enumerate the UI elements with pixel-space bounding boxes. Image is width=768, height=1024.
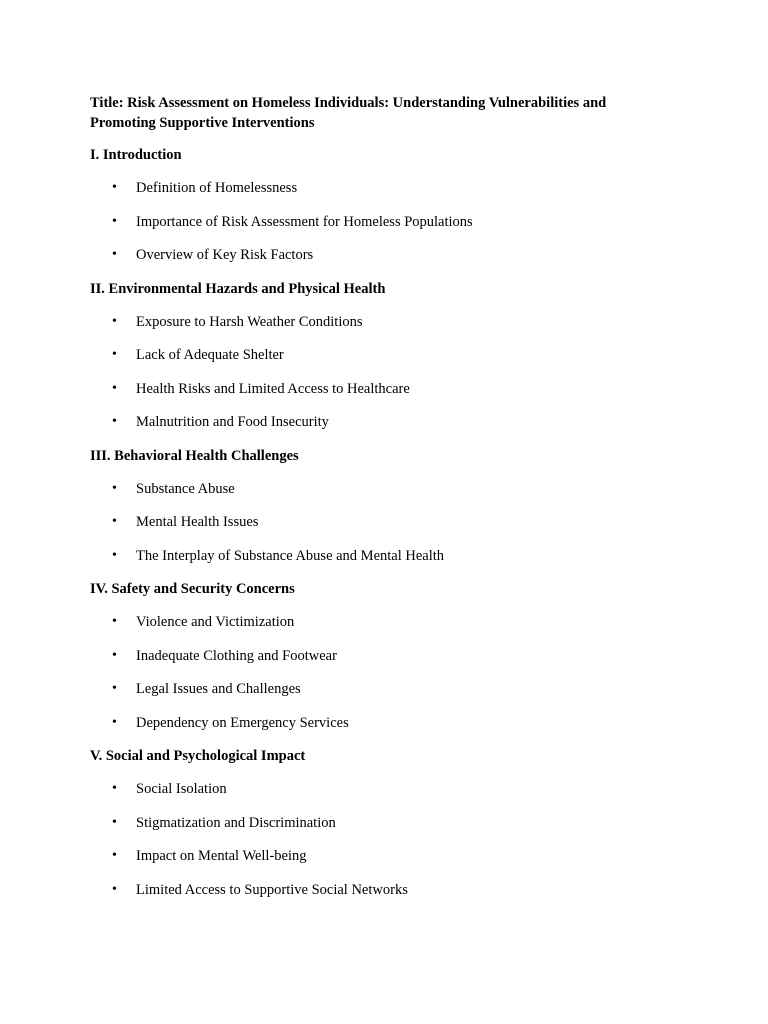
bullet-icon: • [112,547,117,563]
bullet-icon: • [112,681,117,696]
list-item-text: Legal Issues and Challenges [136,681,301,697]
list-item-text: Stigmatization and Discrimination [136,814,336,831]
list-item [90,345,650,365]
bullet-icon: • [112,247,117,262]
section-heading: I. Introduction [90,147,182,163]
list-item [90,245,650,265]
section-heading: III. Behavioral Health Challenges [90,447,299,464]
list-item [90,679,650,699]
document-sections [90,145,650,900]
list-item-text: Dependency on Emergency Services [136,714,349,731]
bullet-icon: • [112,781,117,796]
bullet-icon: • [112,848,117,863]
list-item-text: Health Risks and Limited Access to Healthcare [136,380,410,397]
list-item [90,612,650,632]
document-content [90,93,650,913]
list-item-text: Substance Abuse [136,480,235,497]
list-item [90,512,650,532]
bullet-icon: • [112,514,117,529]
list-item-text: Impact on Mental Well-being [136,848,307,864]
list-item [90,713,650,733]
bullet-icon: • [112,714,117,730]
bullet-icon: • [112,480,117,496]
bullet-icon: • [112,213,117,229]
section-heading: V. Social and Psychological Impact [90,748,306,764]
bullet-icon: • [112,180,117,195]
list-item-text: The Interplay of Substance Abuse and Mental Health [136,547,445,564]
list-item [90,846,650,866]
bullet-icon: • [112,347,117,362]
list-item [90,312,650,332]
list-item [90,379,650,399]
bullet-list [90,312,650,433]
list-item-text: Overview of Key Risk Factors [136,247,314,263]
bullet-icon: • [112,313,117,329]
list-item-text: Social Isolation [136,781,227,797]
section-heading: IV. Safety and Security Concerns [90,581,295,597]
list-item [90,646,650,666]
bullet-icon: • [112,814,117,830]
list-item-text: Inadequate Clothing and Footwear [136,647,337,664]
bullet-list [90,779,650,900]
list-item-text: Violence and Victimization [136,614,295,630]
section-heading: II. Environmental Hazards and Physical Health [90,280,386,297]
list-item-text: Limited Access to Supportive Social Networks [136,881,408,898]
document-title: Title: Risk Assessment on Homeless Individuals: Understanding Vulnerabilities and Promoting Supportive Interventions [90,95,607,131]
list-item-text: Importance of Risk Assessment for Homeless Populations [136,213,473,230]
list-item [90,212,650,232]
list-item-text: Malnutrition and Food Insecurity [136,414,329,430]
list-item [90,779,650,799]
list-item [90,813,650,833]
list-item [90,412,650,432]
bullet-list [90,612,650,733]
list-item [90,479,650,499]
list-item-text: Lack of Adequate Shelter [136,347,284,363]
bullet-icon: • [112,414,117,429]
bullet-icon: • [112,647,117,663]
list-item [90,546,650,566]
list-item-text: Definition of Homelessness [136,180,298,196]
bullet-icon: • [112,380,117,396]
bullet-list [90,178,650,265]
list-item-text: Exposure to Harsh Weather Conditions [136,313,363,330]
list-item-text: Mental Health Issues [136,514,259,530]
list-item [90,880,650,900]
bullet-icon: • [112,881,117,897]
bullet-icon: • [112,614,117,629]
list-item [90,178,650,198]
bullet-list [90,479,650,566]
